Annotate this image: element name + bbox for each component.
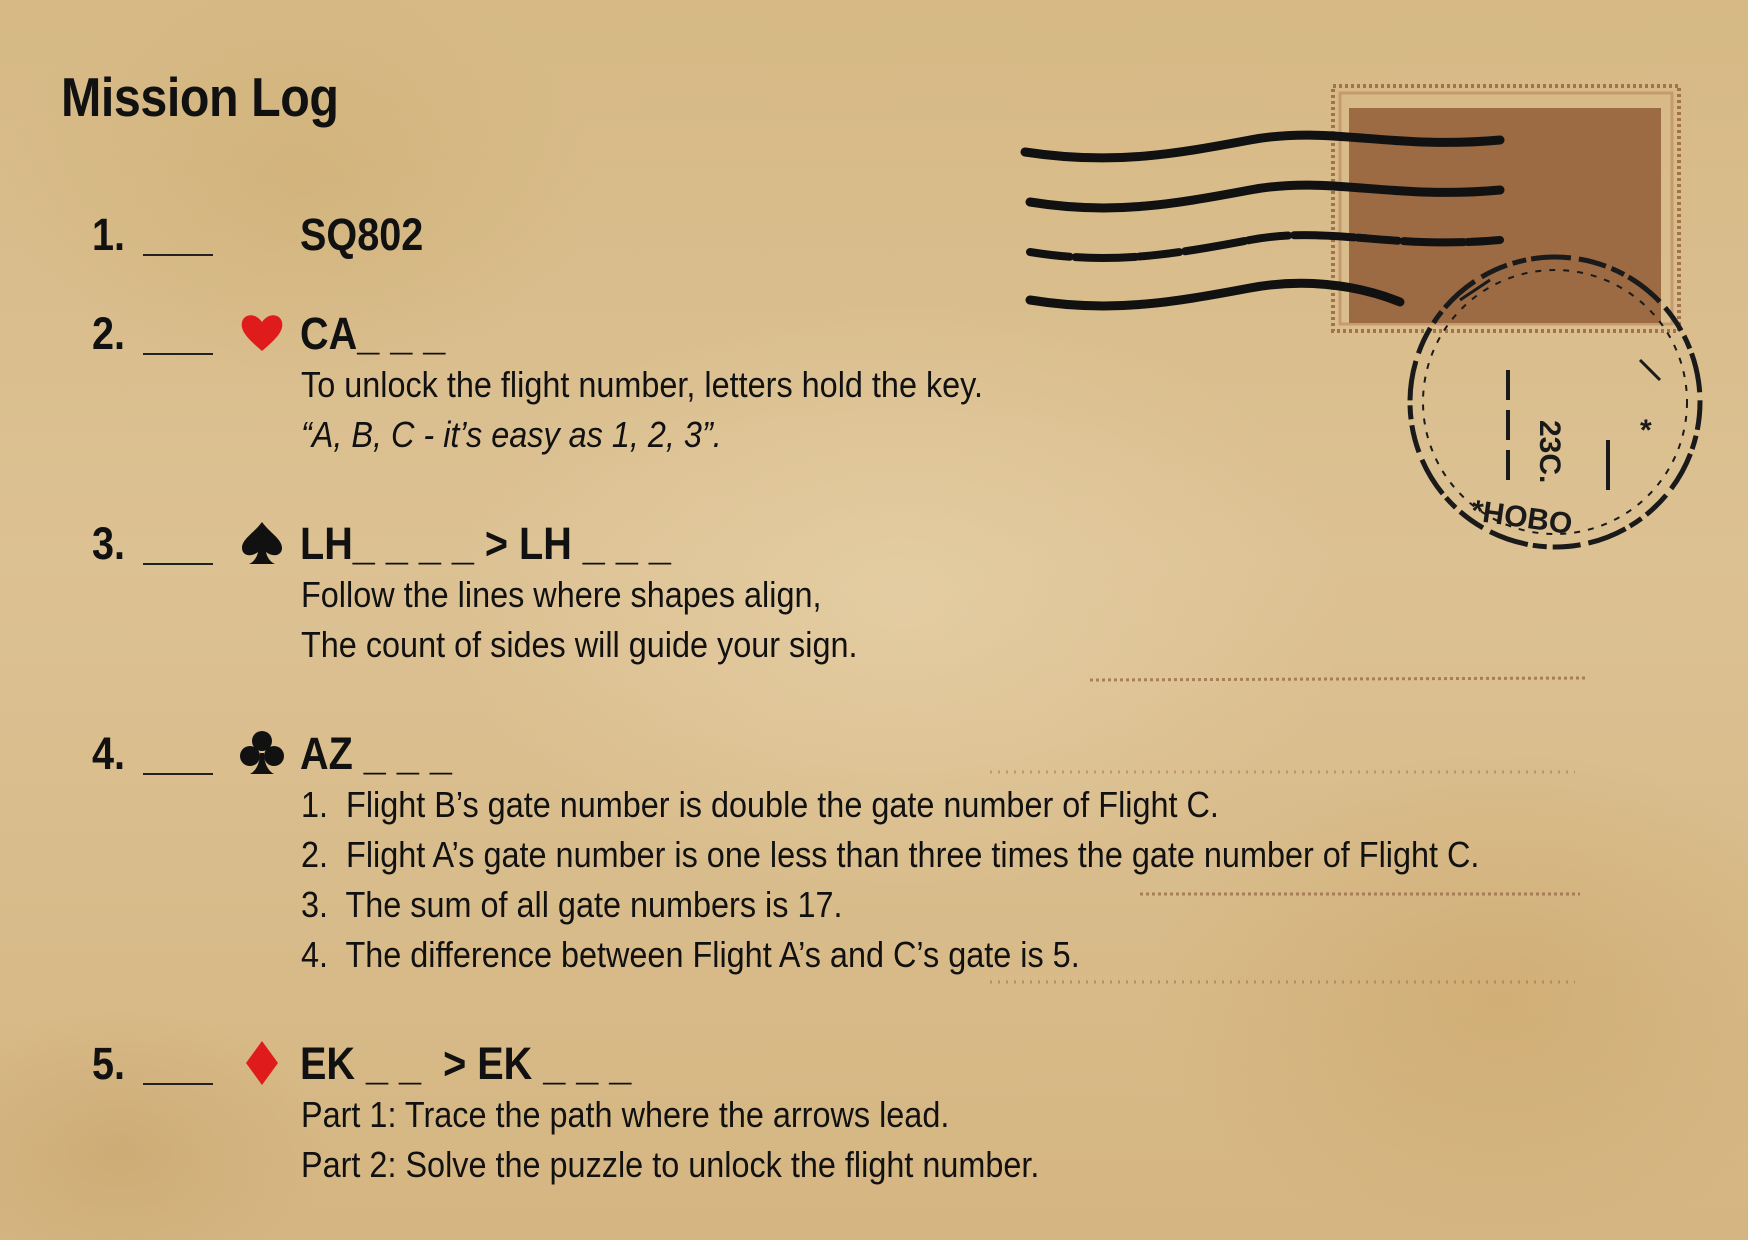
clue-line: Part 2: Solve the puzzle to unlock the flight number. (301, 1144, 1040, 1185)
answer-blank (143, 773, 213, 775)
flight-code: LH_ _ _ _ > LH _ _ _ (300, 518, 671, 569)
svg-text:*: * (1640, 414, 1652, 447)
entry-number: 1. (92, 209, 126, 260)
entry-number: 4. (92, 728, 126, 779)
clue-line: Follow the lines where shapes align, (301, 574, 822, 615)
answer-blank (143, 1083, 213, 1085)
clue-line: 3. The sum of all gate numbers is 17. (301, 884, 843, 925)
diamond-icon (238, 1039, 286, 1087)
entry-number: 2. (92, 308, 126, 359)
flight-code: EK _ _ > EK _ _ _ (300, 1038, 632, 1089)
answer-blank (143, 563, 213, 565)
clue-line: The count of sides will guide your sign. (301, 624, 858, 665)
postage-stamp-illustration (1020, 80, 1720, 560)
entry-number: 5. (92, 1038, 126, 1089)
clue-line: 1. Flight B’s gate number is double the gate number of Flight C. (301, 784, 1219, 825)
page-title: Mission Log (61, 66, 339, 128)
svg-text:23C.: 23C. (1533, 420, 1566, 484)
clue-line: 4. The difference between Flight A’s and C’s gate is 5. (301, 934, 1080, 975)
entry-number: 3. (92, 518, 126, 569)
svg-text:*HOBO: *HOBO (1469, 494, 1575, 542)
spade-icon (238, 519, 286, 567)
club-icon (238, 729, 286, 777)
flight-code: AZ _ _ _ (300, 728, 452, 779)
clue-line: 2. Flight A’s gate number is one less than three times the gate number of Flight C. (301, 834, 1480, 875)
postmark-glyphs (1469, 414, 1652, 541)
clue-line: To unlock the flight number, letters hold the key. (301, 364, 983, 405)
clue-line: Part 1: Trace the path where the arrows lead. (301, 1094, 950, 1135)
flight-code: CA_ _ _ (300, 308, 446, 359)
flight-code: SQ802 (300, 209, 424, 260)
clue-line: “A, B, C - it’s easy as 1, 2, 3”. (301, 414, 722, 455)
answer-blank (143, 353, 213, 355)
heart-icon (238, 309, 286, 357)
answer-blank (143, 254, 213, 256)
